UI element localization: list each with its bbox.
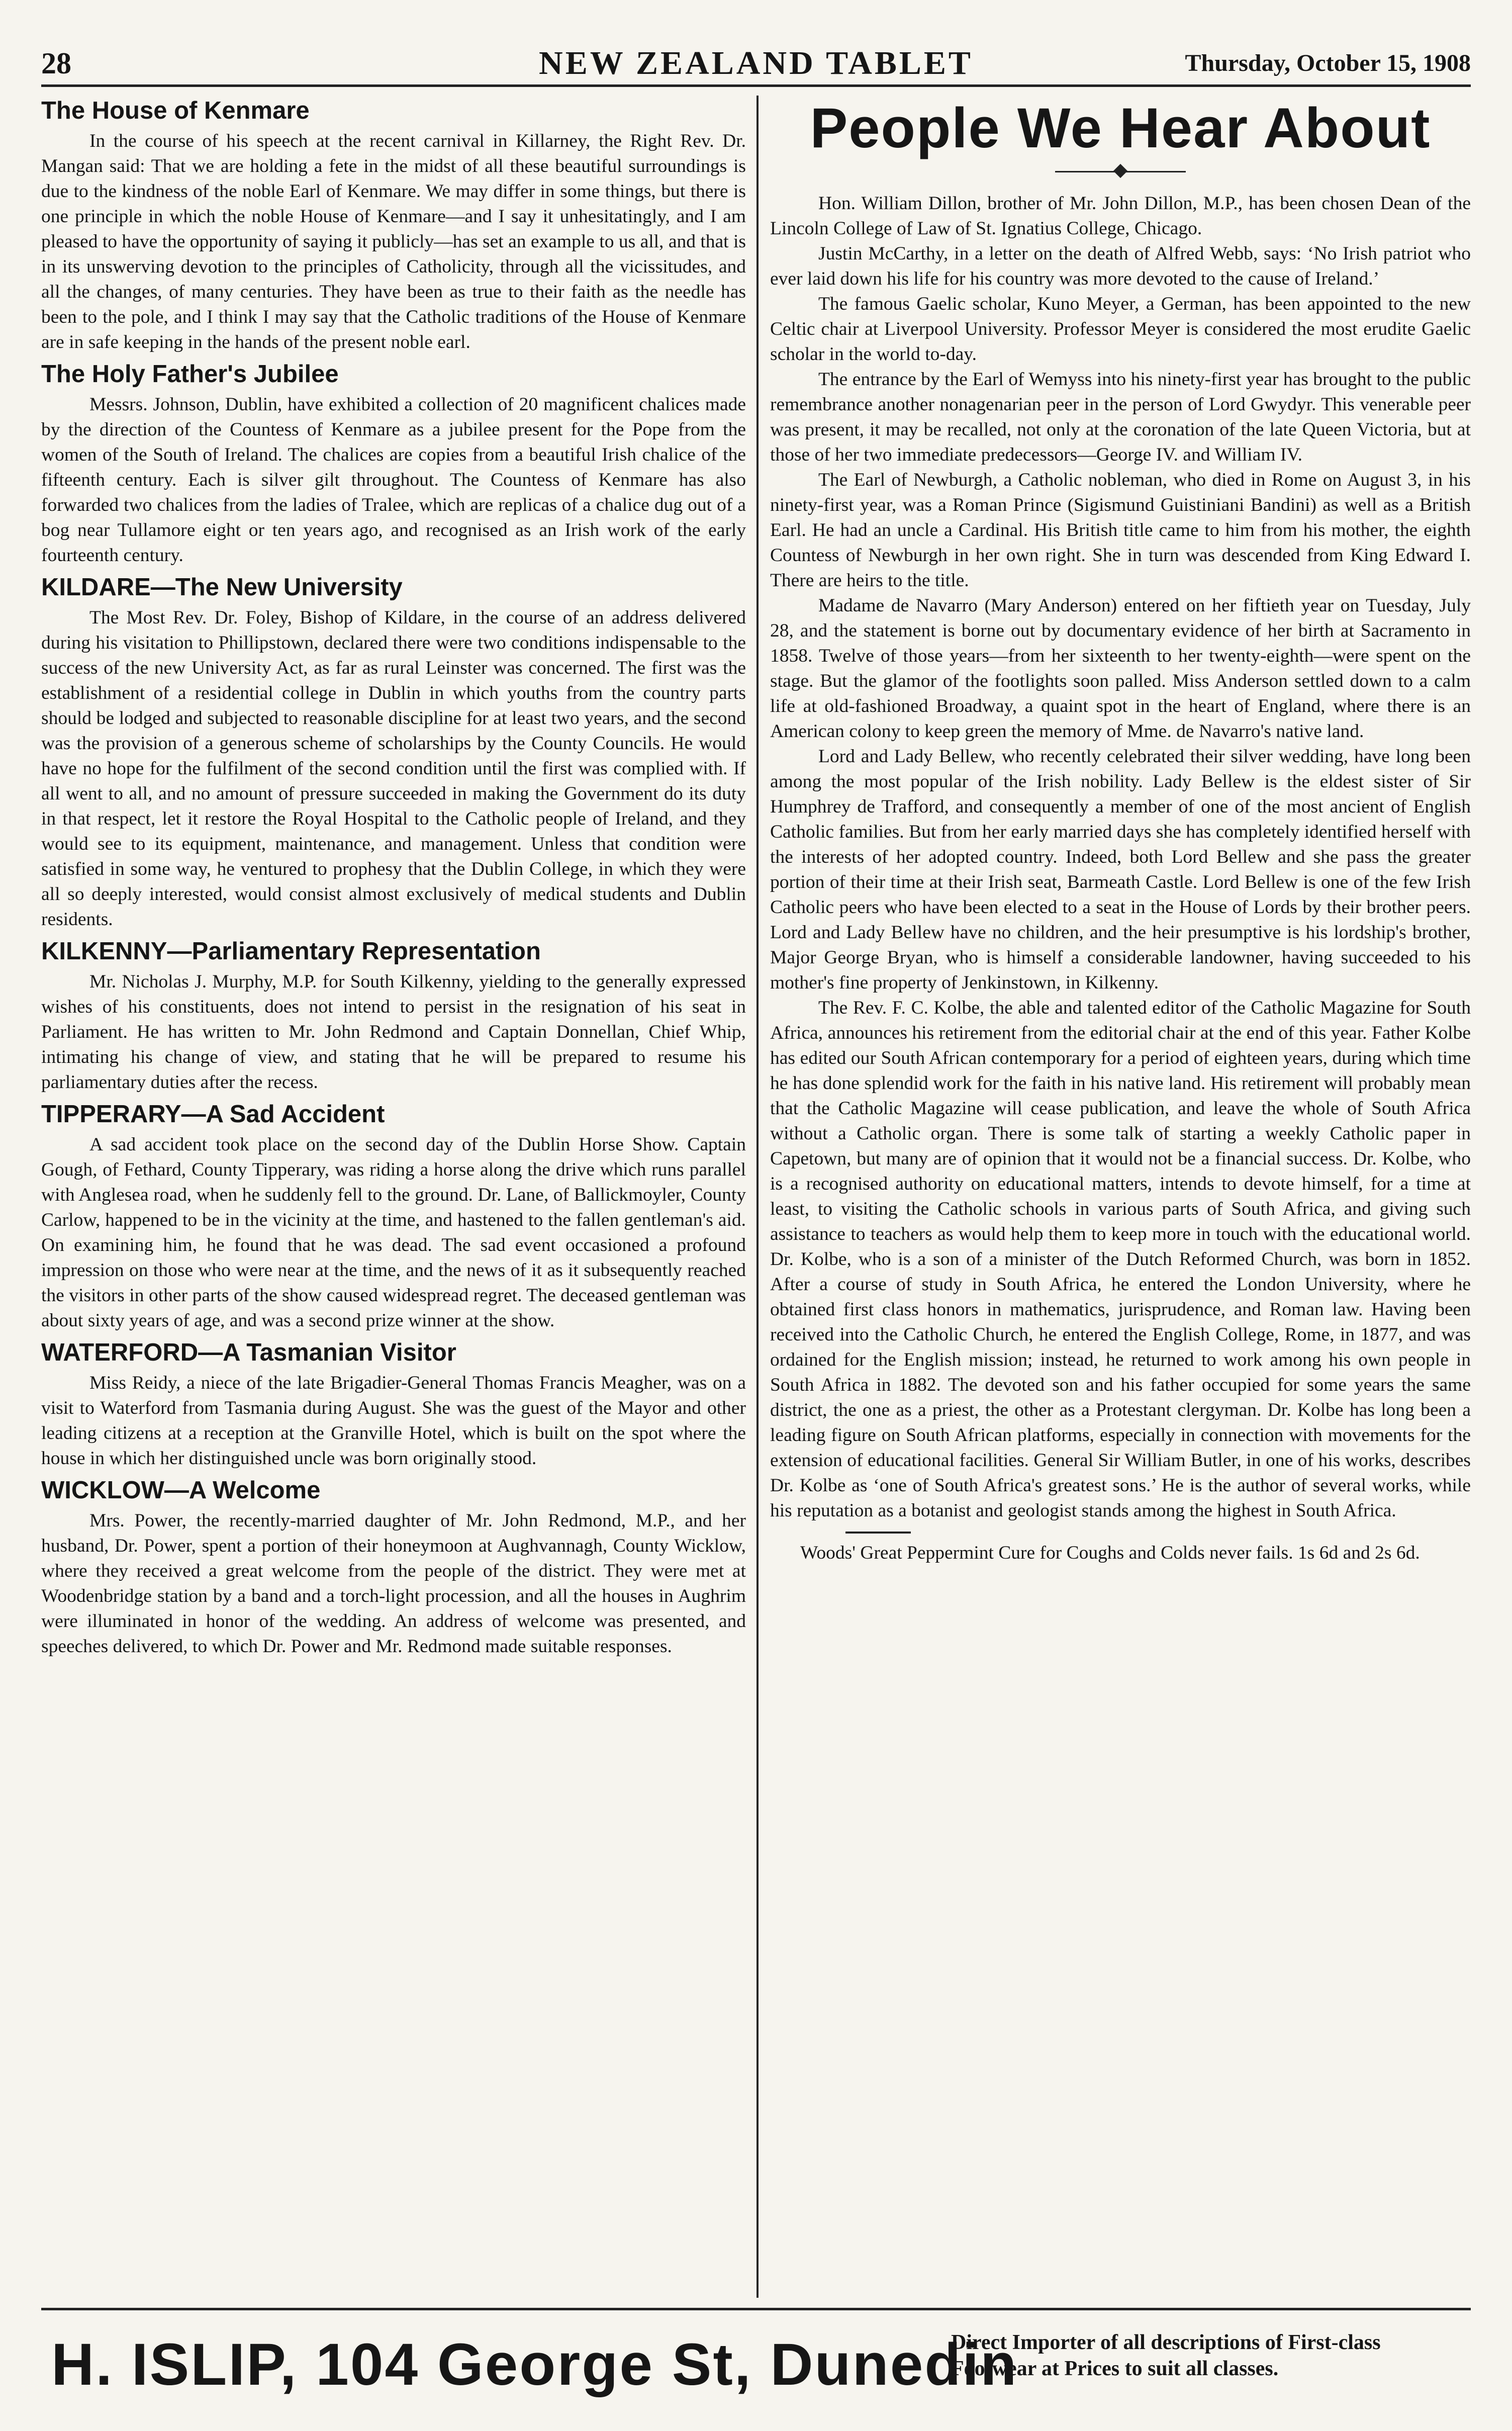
article-heading: The House of Kenmare — [41, 97, 310, 124]
diamond-icon — [1113, 164, 1127, 178]
newspaper-title: NEW ZEALAND TABLET — [539, 45, 973, 81]
article-heading: TIPPERARY—A Sad Accident — [41, 1101, 385, 1128]
article-heading: KILKENNY—Parliamentary Representation — [41, 938, 541, 965]
article-tipperary — [41, 1099, 746, 1333]
people-paragraph: Lord and Lady Bellew, who recently celebrated their silver wedding, have long been among the most popular of the Irish nobility. Lady Bellew is the eldest sister of Sir Humphrey de Trafford, and consequently a member of one of the most ancient of English Catholic families. But from her early married days she has completely identified herself with the interests of her adopted country. Indeed, both Lord Bellew and she pass the greater portion of their time at their Irish seat, Barmeath Castle. Lord Bellew is one of the few Irish Catholic peers who have been elected to a seat in the House of Lords by their brother peers. Lord and Lady Bellew have no children, and the heir presumptive is his lordship's brother, Major George Bryan, who is himself a considerable landowner, having succeeded to his mother's fine property of Jenkinstown, in Kilkenny. — [770, 746, 1471, 993]
article-paragraph: The Most Rev. Dr. Foley, Bishop of Kildare, in the course of an address delivered during his visitation to Phillipstown, declared there were two conditions indispensable to the success of the new University Act, as far as rural Leinster was concerned. The first was the establishment of a residential college in Dublin in which youths from the country parts should be lodged and subjected to reasonable discipline for at least two years, and the second was the provision of a generous scheme of scholarships by the County Councils. He would have no hope for the fulfilment of the second condition until the first was complied with. If all went to all, and no amount of pressure succeeded in making the Government do its duty in that respect, let it restore the Royal Hospital to the Catholic people of Ireland, and they would see to its equipment, maintenance, and management. Unless that condition were satisfied in some way, he ventured to prophesy that the Dublin College, in which they were all so deeply interested, would consist almost exclusively of medical students and Dublin residents. — [41, 607, 746, 930]
peppermint-cure-advert: Woods' Great Peppermint Cure for Coughs and Colds never fails. 1s 6d and 2s 6d. — [800, 1543, 1420, 1563]
article-heading: The Holy Father's Jubilee — [41, 361, 339, 388]
people-paragraph: Justin McCarthy, in a letter on the death of Alfred Webb, says: ‘No Irish patriot who ever laid down his life for his country was more devoted to the cause of Ireland.’ — [770, 243, 1471, 289]
article-paragraph: Mr. Nicholas J. Murphy, M.P. for South Kilkenny, yielding to the generally expressed wishes of his constituents, does not intend to persist in the resignation of his seat in Parliament. He has written to Mr. John Redmond and Captain Donnellan, Chief Whip, intimating his change of view, and stating that he will be prepared to resume his parliamentary duties after the recess. — [41, 971, 746, 1093]
article-house-of-kenmare — [41, 96, 746, 355]
heading-ornament — [1055, 165, 1186, 178]
page-number: 28 — [41, 47, 71, 80]
article-waterford — [41, 1337, 746, 1471]
people-paragraph: Madame de Navarro (Mary Anderson) entered on her fiftieth year on Tuesday, July 28, and the statement is borne out by documentary evidence of her birth at Sacramento in 1858. Twelve of those years—from her sixteenth to her twenty-eighth—were spent on the stage. But the glamor of the footlights soon palled. Miss Anderson settled down to a calm life at old-fashioned Broadway, a quaint spot in the heart of England, where there is an American colony to keep green the memory of Mme. de Navarro's native land. — [770, 595, 1471, 742]
people-paragraph: The famous Gaelic scholar, Kuno Meyer, a German, has been appointed to the new Celtic chair at Liverpool University. Professor Meyer is considered the most erudite Gaelic scholar in the world to-day. — [770, 294, 1471, 365]
article-heading: KILDARE—The New University — [41, 574, 403, 601]
people-paragraph: The Earl of Newburgh, a Catholic nobleman, who died in Rome on August 3, in his ninety-first year, was a Roman Prince (Sigismund Guistiniani Bandini) as well as a British Earl. He had an uncle a Cardinal. His British title came to him from his mother, the eighth Countess of Newburgh in her own right. She in turn was descended from King Edward I. There are heirs to the title. — [770, 470, 1471, 591]
article-paragraph: Messrs. Johnson, Dublin, have exhibited a collection of 20 magnificent chalices made by the direction of the Countess of Kenmare as a jubilee present for the Pope from the women of the South of Ireland. The chalices are copies from a beautiful Irish chalice of the fifteenth century. Each is silver gilt throughout. The Countess of Kenmare has also forwarded two chalices from the ladies of Tralee, which are replicas of a chalice dug out of a bog near Tullamore eight or ten years ago, and recognised as an Irish work of the early fourteenth century. — [41, 394, 746, 566]
article-wicklow — [41, 1475, 746, 1659]
column-divider — [757, 96, 759, 2298]
left-column — [41, 96, 746, 1659]
right-column — [770, 96, 1471, 1566]
article-holy-fathers-jubilee — [41, 359, 746, 568]
article-kilkenny — [41, 936, 746, 1095]
advert-rule — [845, 1532, 911, 1534]
article-paragraph: A sad accident took place on the second day of the Dublin Horse Show. Captain Gough, of Fethard, County Tipperary, was riding a horse along the drive which runs parallel with Anglesea road, when he suddenly fell to the ground. Dr. Lane, of Ballickmoyler, County Carlow, happened to be in the vicinity at the time, and hastened to the fallen gentleman's aid. On examining him, he found that he was dead. The sad event occasioned a profound impression on those who were near at the time, and the news of it as it subsequently reached the visitors in other parts of the show caused widespread regret. The deceased gentleman was about sixty years of age, and was a second prize winner at the show. — [41, 1134, 746, 1331]
people-paragraph: The Rev. F. C. Kolbe, the able and talented editor of the Catholic Magazine for South Africa, announces his retirement from the editorial chair at the end of this year. Father Kolbe has edited our South African contemporary for a period of eighteen years, during which time he has done splendid work for the faith in his native land. His retirement will probably mean that the Catholic Magazine will cease publication, and leave the whole of South Africa without a Catholic organ. There is some talk of starting a weekly Catholic paper in Capetown, but many are of opinion that it would not be a financial success. Dr. Kolbe, who is a recognised authority on educational matters, intends to devote himself, for a time at least, to visiting the Catholic schools in various parts of South Africa, and giving such assistance to teachers as would help them to keep more in touch with the educational world. Dr. Kolbe, who is a son of a minister of the Dutch Reformed Church, was born in 1852. After a course of study in South Africa, he entered the London University, where he obtained first class honors in mathematics, jurisprudence, and Roman law. Having been received into the Catholic Church, he entered the English College, Rome, in 1877, and was ordained for the English mission; instead, he returned to work among his own people in South Africa in 1882. The devoted son and his father occupied for some years the same district, the one as a priest, the other as a Protestant clergyman. Dr. Kolbe has long been a leading figure on South African platforms, especially in connection with movements for the extension of educational facilities. General Sir William Butler, in one of his works, describes Dr. Kolbe as ‘one of South Africa's greatest sons.’ He is the author of several works, while his reputation as a botanist and geologist stands among the highest in South Africa. — [770, 998, 1471, 1521]
people-paragraph: Hon. William Dillon, brother of Mr. John Dillon, M.P., has been chosen Dean of the Lincoln College of Law of St. Ignatius College, Chicago. — [770, 193, 1471, 239]
people-paragraph: The entrance by the Earl of Wemyss into his ninety-first year has brought to the public remembrance another nonagenarian peer in the person of Lord Gwydyr. This venerable peer was present, it may be recalled, not only at the coronation of the late Queen Victoria, but at those of her two immediate predecessors—George IV. and William IV. — [770, 369, 1471, 465]
article-heading: WICKLOW—A Welcome — [41, 1477, 321, 1504]
article-paragraph: In the course of his speech at the recent carnival in Killarney, the Right Rev. Dr. Mangan said: That we are holding a fete in the midst of all these beautiful surroundings is due to the kindness of the noble Earl of Kenmare. We may differ in some things, but there is one principle in which the noble House of Kenmare—and I say it unhesitatingly, and I am pleased to have the opportunity of saying it publicly—has set an example to us all, and that is in its unswerving devotion to the principles of Catholicity, through all the vicissitudes, and all the changes, of many centuries. They have been as true to their faith as the needle has been to the pole, and I think I may say that the Catholic traditions of the House of Kenmare are in safe keeping in the hands of the present noble earl. — [41, 131, 746, 352]
article-paragraph: Miss Reidy, a niece of the late Brigadier-General Thomas Francis Meagher, was on a visit to Waterford from Tasmania during August. She was the guest of the Mayor and other leading citizens at a reception at the Granville Hotel, which is built on the spot where the house in which her distinguished uncle was born originally stood. — [41, 1373, 746, 1469]
advertiser-name: H. ISLIP, 104 George St, Dunedin — [51, 2331, 1018, 2398]
advertiser-line-2: Footwear at Prices to suit all classes. — [951, 2357, 1279, 2380]
advertiser-line-1: Direct Importer of all descriptions of First-class — [951, 2331, 1381, 2354]
article-kildare — [41, 572, 746, 932]
people-we-hear-about-heading: People We Hear About — [810, 97, 1431, 159]
islip-advertisement — [41, 2308, 1471, 2396]
issue-date: Thursday, October 15, 1908 — [1185, 50, 1471, 76]
article-paragraph: Mrs. Power, the recently-married daughter of Mr. John Redmond, M.P., and her husband, Dr. Power, spent a portion of their honeymoon at Aughvannagh, County Wicklow, where they received a great welcome from the people of the district. They were met at Woodenbridge station by a band and a torch-light procession, and all the houses in Aughrim were illuminated in honor of the wedding. An address of welcome was presented, and speeches delivered, to which Dr. Power and Mr. Redmond made suitable responses. — [41, 1510, 746, 1657]
running-header — [41, 39, 1471, 87]
article-heading: WATERFORD—A Tasmanian Visitor — [41, 1339, 456, 1366]
advertiser-description — [951, 2329, 1469, 2382]
